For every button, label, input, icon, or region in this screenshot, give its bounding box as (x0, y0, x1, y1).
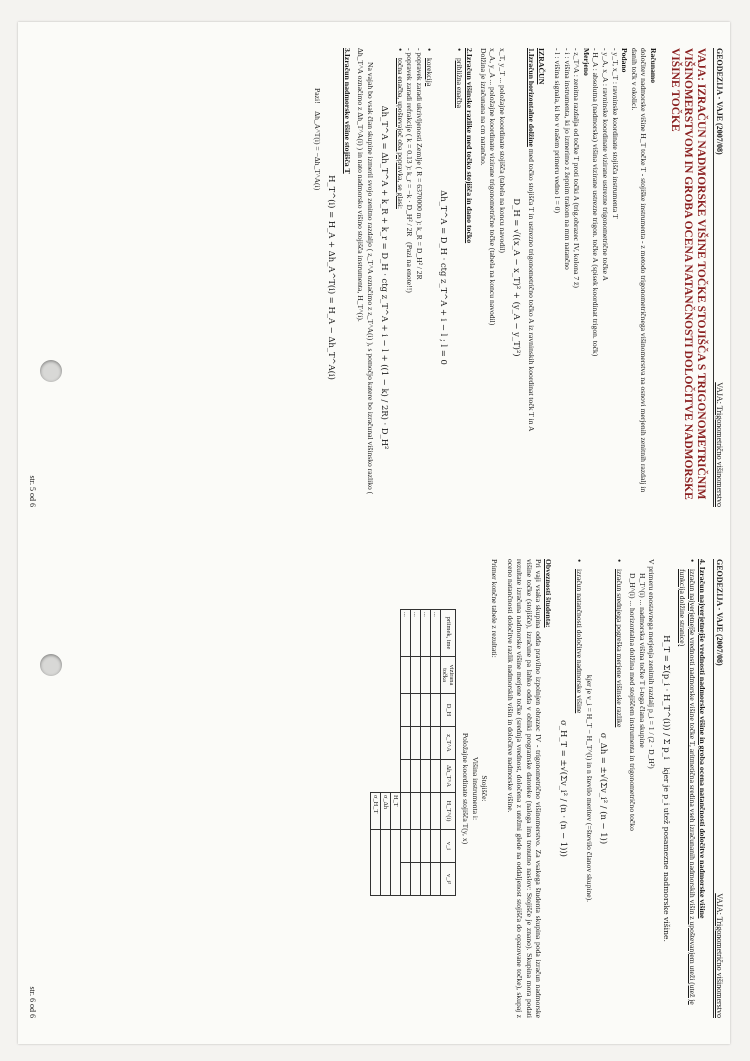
page-5 (18, 22, 730, 533)
bullet-mean-error: • izračun srednjega pogreška merjene višinske razlike (614, 559, 624, 1018)
table-cell: ... (431, 610, 441, 657)
heading-izracun: IZRAČUN (537, 48, 547, 85)
bullet-exact-equation: • točna enačba, upoštevajoč oba popravka, se glasi: (395, 48, 405, 507)
formula-height-difference: Δh_T^A = D_H · ctg z_T^A + i − l ; l = 0 (439, 190, 450, 365)
table-cell: ... (421, 610, 431, 657)
correction-refraction: - popravek zaradi refrakcije ( k = 0.13 ): k_r = −k · D_H² / 2R (405, 48, 415, 237)
page-header (713, 559, 724, 1018)
note-line: x_A, y_A ... položajne koordinate vizirane trigonometrične točke (tabela na koncu navodil) (488, 48, 498, 326)
note-line: D_H^(i) ... horizontalna dolžina med stojiščem instrumenta in trigonometrično točko (628, 573, 638, 831)
heading-racunamo: Računamo (649, 48, 658, 84)
bullet-approx-equation: • približna enačba (454, 48, 464, 507)
table-intro: Primer končne tabele z rezultati: (490, 559, 500, 658)
header-exercise: VAJA: Trigonometrično višinomerstvo (715, 893, 724, 1018)
paragraph-measurements: Na vajah bo vsak član skupine izmeril svojo zenitno razdaljo ( z_T^A označimo z z_T^A(i) ), s pomočjo katere bo izračunal višinsko razliko ( Δh_T^A označimo z Δh_T^A(i) ) in nato nadmorsko višino stojišča instrumenta, H_T^(i). (356, 48, 375, 495)
column-header: priimek, ime (441, 610, 456, 657)
summary-row (371, 610, 381, 896)
bullet-precision: • izračun natančnosti določitve nadmorske višine (574, 559, 584, 1018)
list-item: - i : višina instrumenta, ki jo izmerimo z žepnim trakom na mm natančno (562, 48, 572, 270)
summary-label: σ_H_T (371, 793, 381, 830)
weight-definition: V primeru enostavnega merjenja zenitnih razdalj p_i = 1 / (2 · D_H²) (647, 559, 657, 769)
note-line: x_T, y_T ... položajne koordinate stojišča (tabela na koncu navodil) (497, 48, 507, 253)
column-header: vizirana točka (441, 657, 456, 694)
weight-note: kjer je p_i utež posamezne nadmorske višine. (662, 767, 671, 942)
formula-exact-height-difference: Δh_T^A = Δh_T^A + k_R + k_r = D_H · ctg z_T^A + i − l + ((1 − k) / 2R) · D_H² (379, 105, 390, 450)
table-header-row (441, 610, 456, 896)
units-note: (Pazi na enote!!) (405, 242, 415, 293)
column-header: Δh_T^A (441, 760, 456, 793)
formula-weighted-mean: H_T = Σ(p_i · H_T^(i)) / Σ p_i (662, 635, 672, 760)
section-4-heading: 4. Izračun najverjetnejše vrednosti nadmorske višine in groba ocena natančnosti določitve nadmorske višine (698, 559, 707, 919)
heading-merjeno: Merjeno (581, 48, 591, 76)
list-item: - z_T^A : zenitna razdalja od točke T proti točki A (trig.obrazec IV, kolona 7 z̄) (572, 48, 582, 288)
table-caption-instrument-height: Višina instrumenta i: (470, 756, 480, 821)
residual-note: kjer je v_i = H_T − H_T^(i) in n število meritev (=število članov skupine). (584, 674, 594, 903)
page-6 (18, 533, 730, 1044)
note-line: H_T^(i) ... nadmorska višina točke T i-tega člana skupine (637, 573, 647, 748)
summary-label: σ_Δh (381, 793, 391, 830)
page-number: str. 5 od 6 (28, 475, 37, 507)
list-item: - y_T, x_T : ravninske koordinate stojišča instrumenta T (610, 48, 620, 219)
list-item: - y_A, x_A : ravninske koordinate vizirane ustrezne trigonometrične točke A (601, 48, 611, 282)
list-item: - l : višina signala, ki bo v našem primeru vedno l = 0) (553, 48, 563, 213)
formula-mean-error: σ_Δh = ±√(Σv_i² / (n − 1)) (598, 732, 609, 845)
table-row (411, 610, 421, 896)
column-header: v_i² (441, 863, 456, 896)
table-row (431, 610, 441, 896)
formula-horizontal-distance: D_H = √((x_A − x_T)² + (y_A − y_T)²) (511, 198, 522, 357)
page-number: str. 6 od 6 (28, 986, 37, 1018)
header-exercise: VAJA: Trigonometrično višinomerstvo (715, 382, 724, 507)
page-title: VAJA: IZRAČUN NADMORSKE VIŠINE TOČKE STOJIŠČA S TRIGONOMETRIČNIM VIŠINOMERSTVOM IN GROBA OCENA NATANČNOSTI DOLOČITVE NADMORSKE VIŠINE TOČKE (669, 48, 707, 500)
warning-label: Pazi! (312, 88, 322, 104)
summary-label: H_T (391, 793, 401, 830)
table-row (421, 610, 431, 896)
list-item: - H_A : absolutna (nadmorska) višina vizirane ustrezne trigon. točke A (spisek koordinat trigon. točk) (591, 48, 601, 357)
table-cell: ... (411, 610, 421, 657)
bullet-correction: • korekcija (424, 48, 434, 507)
formula-station-height: H_T^(i) = H_A + Δh_A^T(i) = H_A − Δh_T^A(i) (326, 175, 337, 380)
page-header (713, 48, 724, 507)
heading-podano: Podano (620, 48, 630, 73)
note-line: Dolžina je izračunana na cm natančno. (478, 48, 488, 166)
formula-precision: σ_H_T = ±√(Σv_i² / (n · (n − 1))) (559, 720, 570, 857)
header-course: GEODEZIJA - VAJE (2007/08) (715, 48, 724, 155)
results-table (370, 609, 456, 896)
column-header: D_H (441, 694, 456, 727)
column-header: z_T^A (441, 727, 456, 760)
summary-row (381, 610, 391, 896)
column-header: H_T^(i) (441, 793, 456, 830)
section-3-heading: 3.Izračun nadmorske višine stojišča T (342, 48, 352, 174)
formula-sign-change: Δh_A^T(i) = −Δh_T^A(i) (312, 111, 322, 191)
section-1-heading: 1.Izračun horizontalne dolžine (527, 48, 537, 147)
summary-row (391, 610, 401, 896)
table-caption-coordinates: Položajne koordinate stojišča T(y, x) (460, 732, 470, 845)
text-racunamo: določitev nadmorske višine H_T točke T - stojiške instrumenta - z metodo trigonometričnega višinomerstva na osnovi merjenih zenitnih razdalj in danih točk v okolici. (629, 48, 649, 493)
correction-curvature: - popravek zaradi ukrivljenosti Zemlje ( R = 6370000 m ): k_R = D_H² / 2R (415, 48, 425, 280)
table-caption-station: Stojišče: (480, 775, 490, 802)
section-2-heading: 2.Izračun višinske razlike med točko stojišča in dano točko (465, 48, 475, 244)
bullet-weighted-mean: • izračun najverjetnejše vrednosti nadmorske višine točke T, aritmetična sredina vseh izračunanih nadmorskih višin z upoštevanjem uteži (utež je funkcija dolžine stranice) (677, 559, 697, 1018)
rotated-spread (18, 22, 730, 1044)
obligations-text: Pri vaji vsaka skupina odda pravilno izpolnjen obrazec IV - trigonometrično višinomerstvo. Za vsakega študenta skupina poda izračun nadmorske višine točke (stojišče), izračune pa lahko odda v obliki programske datoteke (naloga ima trenutno naslov: Stojišče je znano). Skupina mora podati rezultate izračuna nadmorske višine merjene točke (srednja vrednost, določena z utežmi glede na oddaljenost stojišča do opazovane točke), skupaj z oceno natančnosti določitve razlik nadmorskih višin in določitve nadmorske višine. (505, 559, 544, 1018)
table-row (401, 610, 411, 896)
header-course: GEODEZIJA - VAJE (2007/08) (715, 559, 724, 666)
column-header: v_i (441, 830, 456, 863)
obligations-heading: Obveznosti študenta: (544, 559, 554, 628)
table-cell: ... (401, 610, 411, 657)
section-1-text: med točko stojišča T in ustrezno trigonometrično točko A iz ravninskih koordinat točk T in A (527, 148, 537, 432)
